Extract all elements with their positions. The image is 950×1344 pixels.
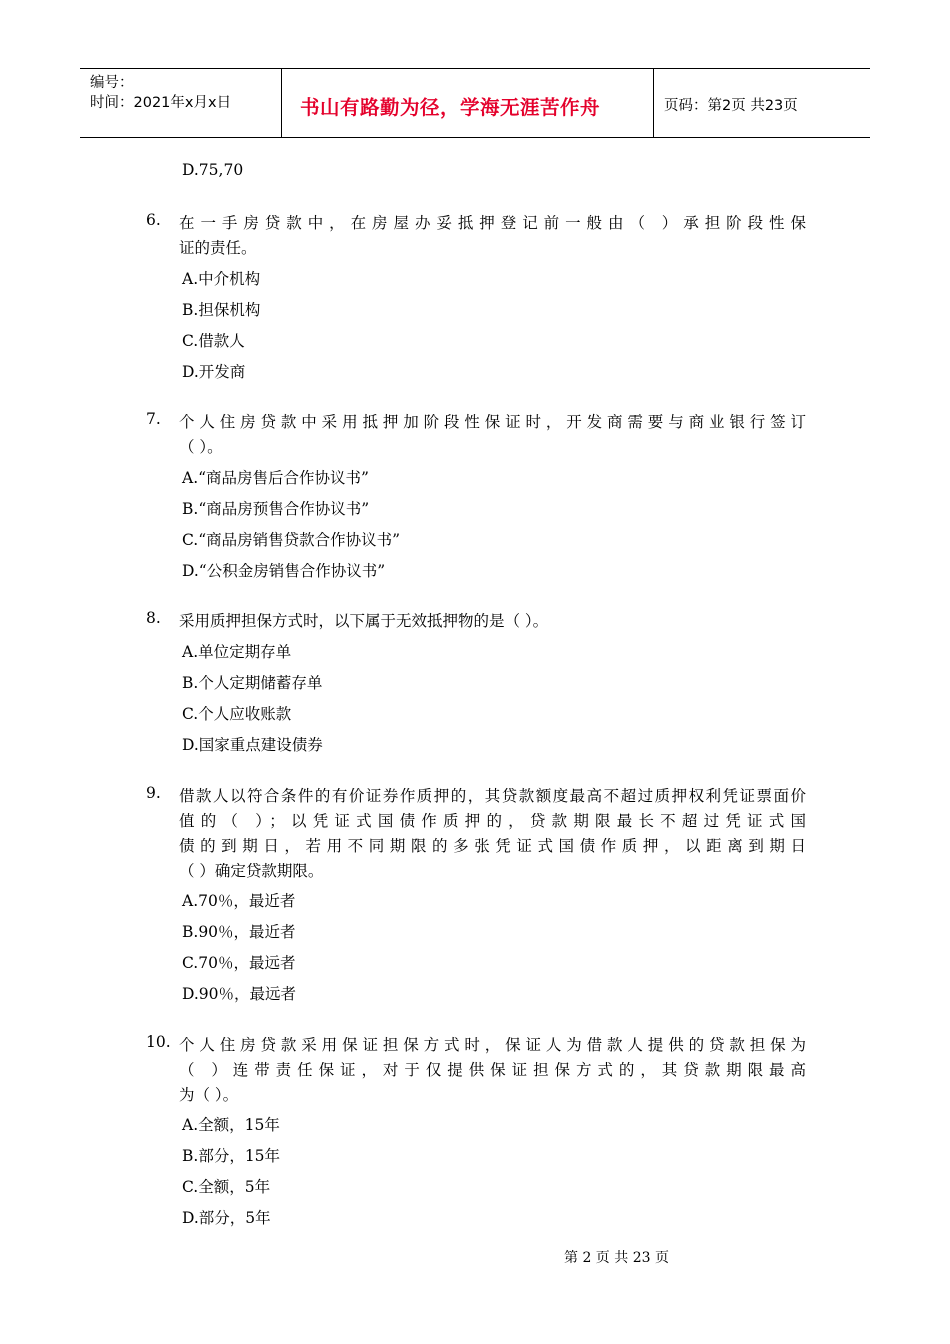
answer-option: C.借款人 (182, 332, 245, 350)
question-number: 10. (146, 1033, 171, 1051)
header-meta-cell (80, 69, 282, 137)
answer-option: B.个人定期储蓄存单 (182, 674, 323, 692)
question-text-line: （ ）连带责任保证，对于仅提供保证担保方式的，其贷款期限最高 (179, 1061, 806, 1079)
answer-option: D.部分，5年 (182, 1209, 271, 1227)
question-text-line: 证的责任。 (179, 239, 257, 257)
question-text-line: 借款人以符合条件的有价证券作质押的，其贷款额度最高不超过质押权利凭证票面价 (179, 787, 806, 805)
answer-option: A.中介机构 (182, 270, 261, 288)
answer-option: A.“商品房售后合作协议书” (182, 469, 369, 487)
answer-option: B.90％，最近者 (182, 923, 296, 941)
answer-option: C.全额，5年 (182, 1178, 271, 1196)
answer-option: A.单位定期存单 (182, 643, 292, 661)
question-text-line: 值的（ ）；以凭证式国债作质押的，贷款期限最长不超过凭证式国 (179, 812, 806, 830)
answer-option: D.国家重点建设债券 (182, 736, 323, 754)
document-time-label: 时间：2021年x月x日 (90, 95, 232, 111)
answer-option: D.“公积金房销售合作协议书” (182, 562, 386, 580)
question-text-line: 个人住房贷款采用保证担保方式时，保证人为借款人提供的贷款担保为 (179, 1036, 806, 1054)
question-text-line: 债的到期日，若用不同期限的多张凭证式国债作质押，以距离到期日 (179, 837, 806, 855)
answer-option: A.70％，最近者 (182, 892, 296, 910)
header-page-cell (654, 69, 870, 137)
question-text-line: 为（ ）。 (179, 1086, 239, 1104)
question-text-line: 采用质押担保方式时，以下属于无效抵押物的是（ ）。 (179, 612, 549, 630)
answer-option: D.开发商 (182, 363, 246, 381)
motto-text: 书山有路勤为径，学海无涯苦作舟 (300, 96, 601, 119)
question-number: 7. (146, 410, 161, 428)
header-page-info: 页码：第2页 共23页 (664, 98, 798, 114)
answer-option: B.部分，15年 (182, 1147, 281, 1165)
answer-option: B.“商品房预售合作协议书” (182, 500, 370, 518)
answer-option: C.个人应收账款 (182, 705, 292, 723)
answer-option: C.“商品房销售贷款合作协议书” (182, 531, 401, 549)
question-text-line: （ ）确定贷款期限。 (179, 862, 324, 880)
answer-option: D.90％，最远者 (182, 985, 297, 1003)
question-text-line: 在一手房贷款中，在房屋办妥抵押登记前一般由（ ）承担阶段性保 (179, 214, 806, 232)
header-motto-cell (281, 69, 654, 137)
question-text-line: 个人住房贷款中采用抵押加阶段性保证时，开发商需要与商业银行签订 (179, 413, 806, 431)
answer-option: A.全额，15年 (182, 1116, 280, 1134)
document-number-label: 编号： (90, 75, 134, 91)
question-number: 8. (146, 609, 161, 627)
question-number: 6. (146, 211, 161, 229)
question-number: 9. (146, 784, 161, 802)
answer-option: B.担保机构 (182, 301, 261, 319)
page-footer: 第 2 页 共 23 页 (564, 1250, 669, 1266)
answer-option: C.70％，最远者 (182, 954, 296, 972)
page-header (80, 68, 870, 138)
question-text-line: （ ）。 (179, 438, 223, 456)
previous-option: D.75,70 (182, 161, 244, 179)
